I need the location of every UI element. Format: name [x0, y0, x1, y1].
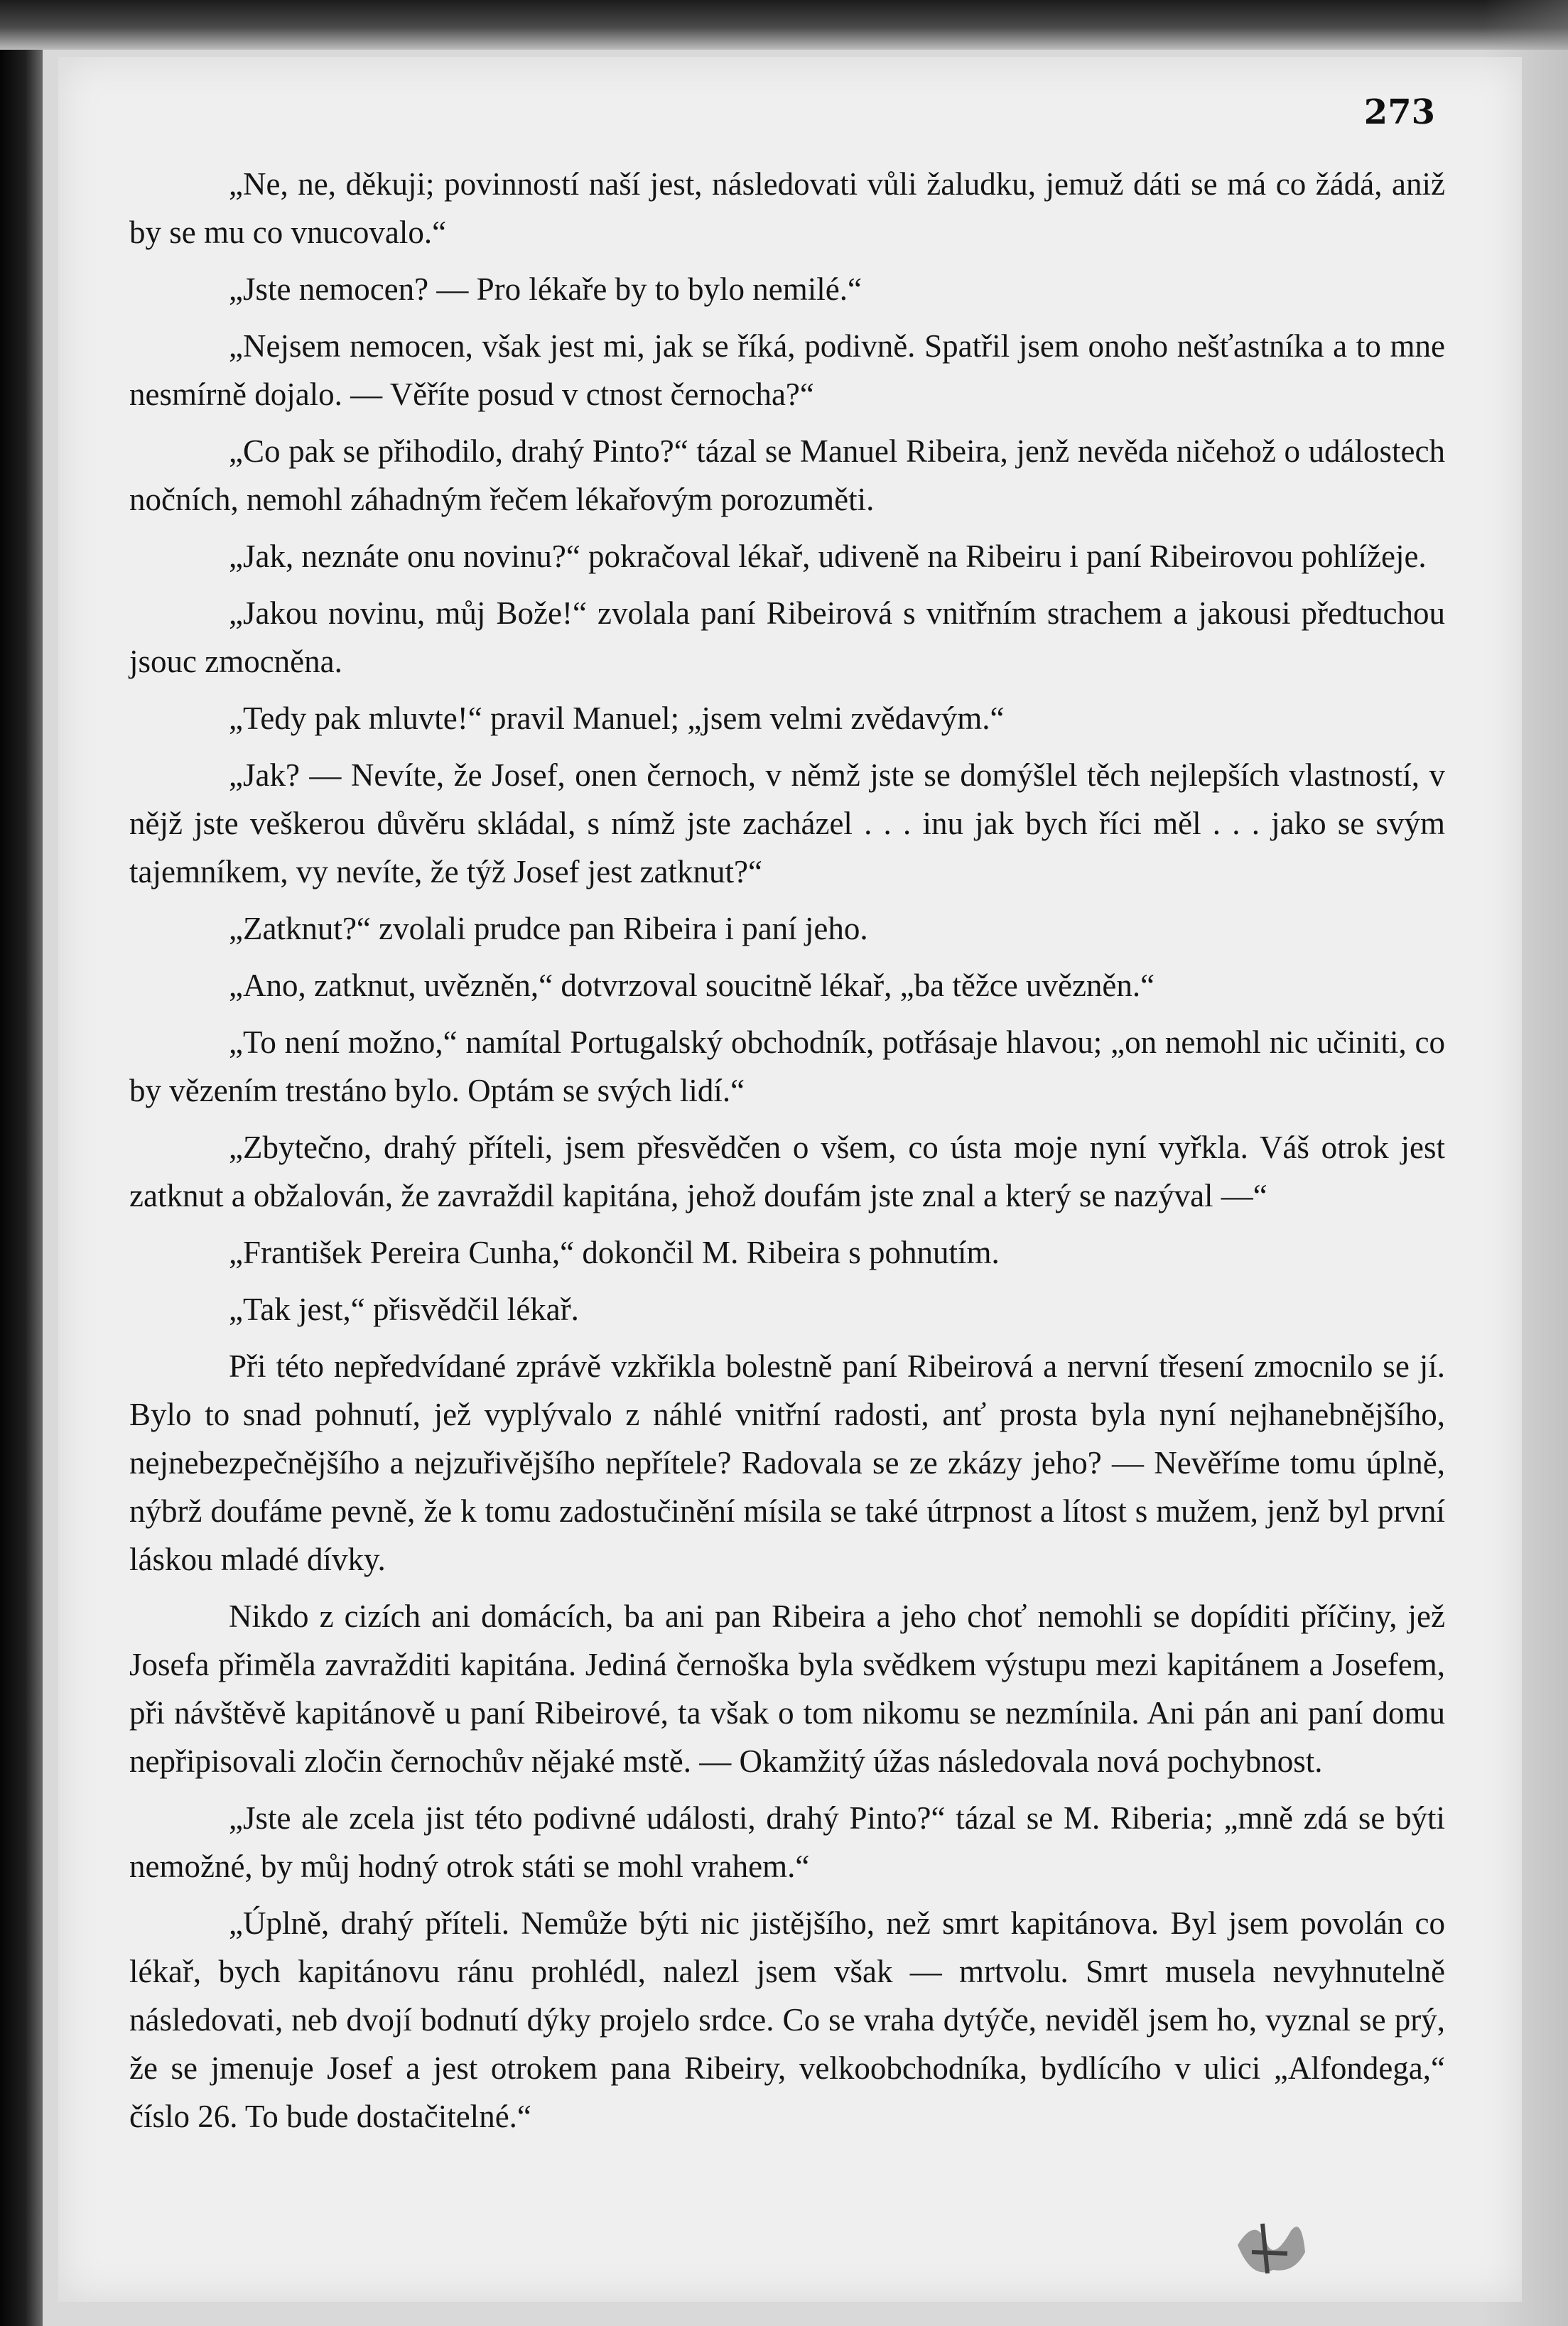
- ink-blot-mark: [1223, 2202, 1316, 2288]
- page-body-text: [129, 160, 1445, 2149]
- paragraph: „Ne, ne, děkuji; povinností naší jest, následovati vůli žaludku, jemuž dáti se má co žádá, aniž by se mu co vnucovalo.“: [129, 166, 1445, 250]
- paragraph: „Tak jest,“ přisvědčil lékař.: [229, 1292, 579, 1327]
- paragraph: Při této nepředvídané zprávě vzkřikla bolestně paní Ribeirová a nervní třesení zmocnilo se jí. Bylo to snad pohnutí, jež vyplývalo z náhlé vnitřní radosti, anť prosta byla nyní nejhanebnějšího, nejnebezpečnějšího a nejzuřivějšího nepřítele? Radovala se ze zkázy jeho? — Nevěříme tomu úplně, nýbrž doufáme pevně, že k tomu zadostučinění mísila se také útrpnost a lítost s mužem, jenž byl první láskou mladé dívky.: [129, 1348, 1445, 1577]
- top-scan-edge: [0, 0, 1568, 50]
- paragraph: „František Pereira Cunha,“ dokončil M. Ribeira s pohnutím.: [229, 1235, 1000, 1270]
- paragraph: „Jak, neznáte onu novinu?“ pokračoval lékař, udiveně na Ribeiru i paní Ribeirovou pohlížeje.: [229, 539, 1427, 574]
- paragraph: Nikdo z cizích ani domácích, ba ani pan Ribeira a jeho choť nemohli se dopíditi příčiny, jež Josefa přiměla zavražditi kapitána. Jediná černoška byla svědkem výstupu mezi kapitánem a Josefem, při návštěvě kapitánově u paní Ribeirové, ta však o tom nikomu se nezmínila. Ani pán ani paní domu nepřipisovali zločin černochův nějaké mstě. — Okamžitý úžas následovala nová pochybnost.: [129, 1599, 1445, 1779]
- paragraph: „Co pak se přihodilo, drahý Pinto?“ tázal se Manuel Ribeira, jenž nevěda ničehož o událostech nočních, nemohl záhadným řečem lékařovým porozuměti.: [129, 433, 1445, 517]
- page-number: 273: [1363, 92, 1435, 132]
- paragraph: „Tedy pak mluvte!“ pravil Manuel; „jsem velmi zvědavým.“: [229, 700, 1005, 736]
- paragraph: „Nejsem nemocen, však jest mi, jak se říká, podivně. Spatřil jsem onoho nešťastníka a to mne nesmírně dojalo. — Věříte posud v ctnost černocha?“: [129, 328, 1445, 412]
- paragraph: „Jakou novinu, můj Bože!“ zvolala paní Ribeirová s vnitřním strachem a jakousi předtuchou jsouc zmocněna.: [129, 595, 1445, 679]
- book-page: [58, 57, 1522, 2302]
- paragraph: „Úplně, drahý příteli. Nemůže býti nic jistějšího, než smrt kapitánova. Byl jsem povolán co lékař, bych kapitánovu ránu prohlédl, nalezl jsem však — mrtvolu. Smrt musela nevyhnutelně následovati, neb dvojí bodnutí dýky projelo srdce. Co se vraha dytýče, neviděl jsem ho, vyznal se prý, že se jmenuje Josef a jest otrokem pana Ribeiry, velkoobchodníka, bydlícího v ulici „Alfondega,“ číslo 26. To bude dostačitelné.“: [129, 1905, 1445, 2134]
- paragraph: „Jak? — Nevíte, že Josef, onen černoch, v němž jste se domýšlel těch nejlepších vlastností, v nějž jste veškerou důvěru skládal, s nímž jste zacházel . . . inu jak bych říci měl . . . jako se svým tajemníkem, vy nevíte, že týž Josef jest zatknut?“: [129, 757, 1445, 889]
- book-binding-edge: [0, 0, 43, 2326]
- paragraph: „Jste nemocen? — Pro lékaře by to bylo nemilé.“: [229, 271, 862, 307]
- paragraph: „Jste ale zcela jist této podivné události, drahý Pinto?“ tázal se M. Riberia; „mně zdá se býti nemožné, by můj hodný otrok státi se mohl vrahem.“: [129, 1800, 1445, 1884]
- paragraph: „Ano, zatknut, uvězněn,“ dotvrzoval soucitně lékař, „ba těžce uvězněn.“: [229, 968, 1155, 1003]
- paragraph: „Zatknut?“ zvolali prudce pan Ribeira i paní jeho.: [229, 911, 868, 946]
- paragraph: „Zbytečno, drahý příteli, jsem přesvědčen o všem, co ústa moje nyní vyřkla. Váš otrok jest zatknut a obžalován, že zavraždil kapitána, jehož doufám jste znal a který se nazýval —“: [129, 1130, 1445, 1213]
- paragraph: „To není možno,“ namítal Portugalský obchodník, potřásaje hlavou; „on nemohl nic učiniti, co by vězením trestáno bylo. Optám se svých lidí.“: [129, 1024, 1445, 1108]
